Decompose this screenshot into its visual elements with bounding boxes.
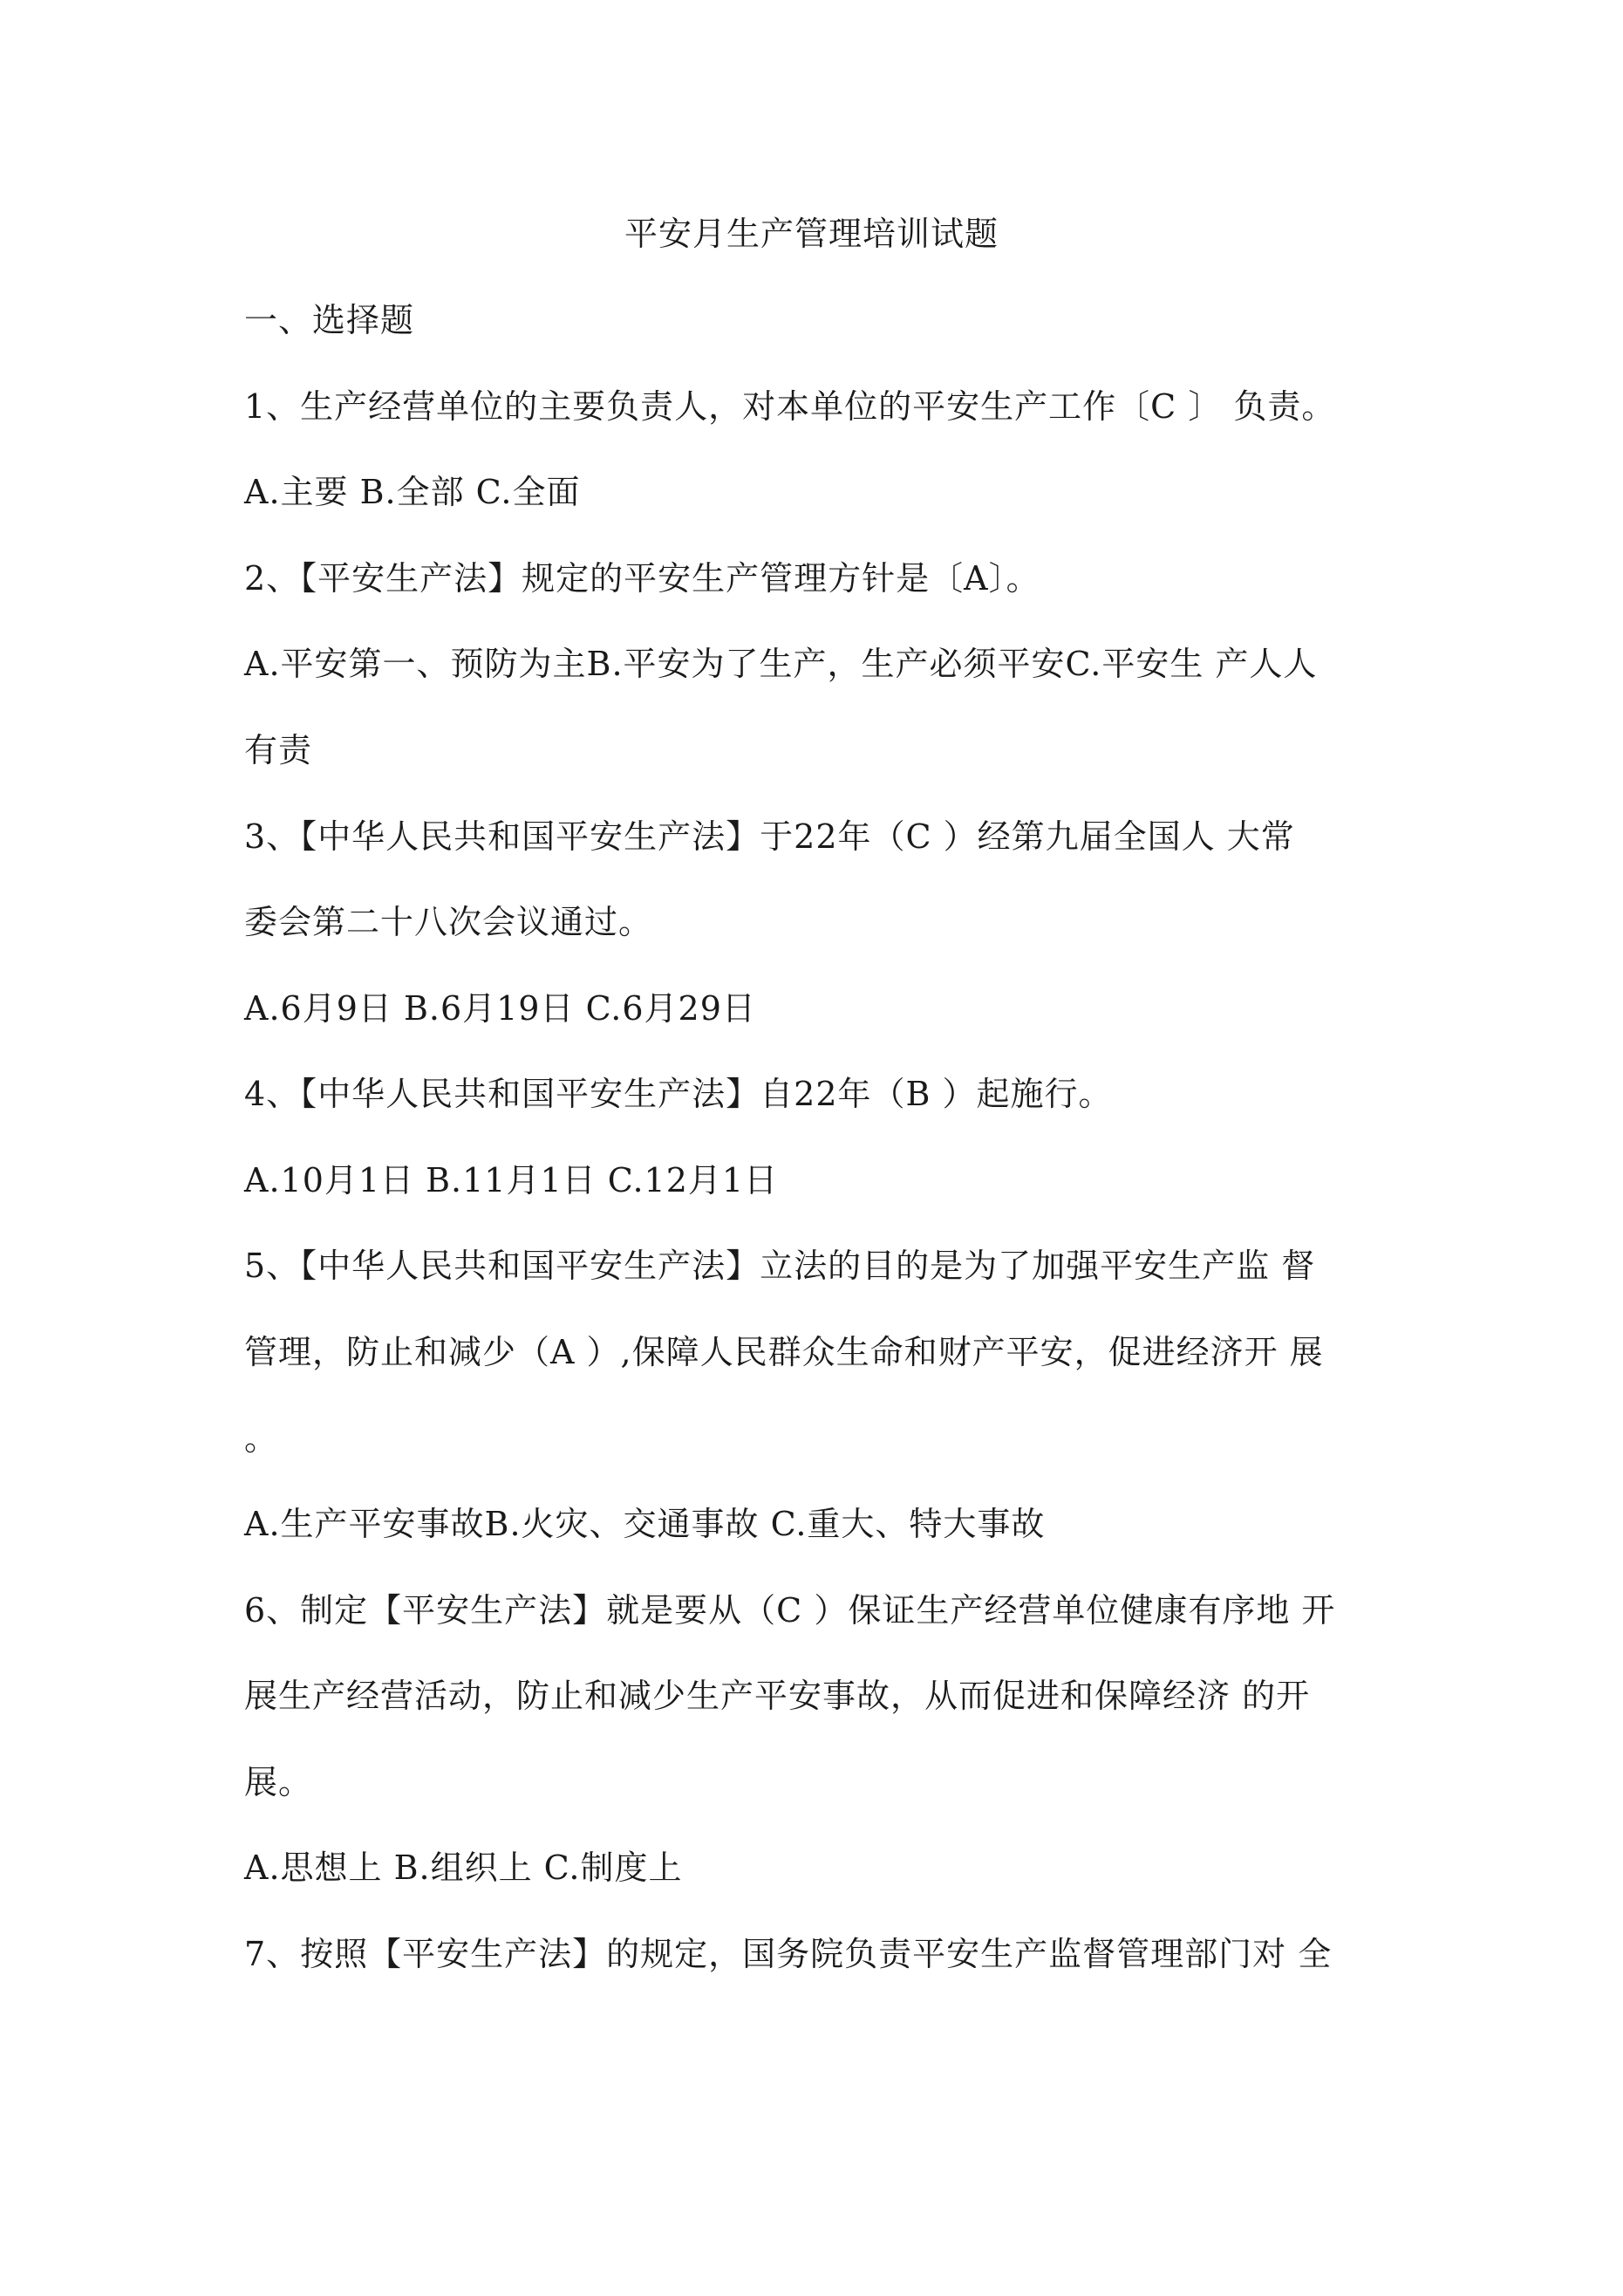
question-2-options: A.平安第一、预防为主B.平安为了生产，生产必须平安C.平安生 产人人 [244,645,1318,683]
question-6-options: A.思想上 B.组织上 C.制度上 [244,1848,683,1887]
question-6-cont-end: 展。 [244,1763,313,1801]
question-4: 4、【中华人民共和国平安生产法】自22年（B ）起施行。 [244,1075,1113,1113]
question-1-options: A.主要 B.全部 C.全面 [244,473,581,511]
question-3: 3、【中华人民共和国平安生产法】于22年（C ）经第九届全国人 大常 [244,817,1295,856]
question-2: 2、【平安生产法】规定的平安生产管理方针是〔A〕。 [244,559,1040,598]
question-2-options-cont: 有责 [244,731,313,769]
question-5-cont: 管理，防止和减少（A ）,保障人民群众生命和财产平安，促进经济开 展 [244,1333,1324,1371]
question-5-cont-end: 。 [244,1419,279,1458]
question-1: 1、生产经营单位的主要负责人，对本单位的平安生产工作〔C 〕 负责。 [244,387,1336,426]
question-6: 6、制定【平安生产法】就是要从（C ）保证生产经营单位健康有序地 开 [244,1591,1336,1630]
question-3-cont: 委会第二十八次会议通过。 [244,903,653,941]
question-6-cont: 展生产经营活动，防止和减少生产平安事故，从而促进和保障经济 的开 [244,1677,1311,1715]
section-heading: 一、选择题 [244,301,415,339]
question-4-options: A.10月1日 B.11月1日 C.12月1日 [244,1161,779,1199]
document-title: 平安月生产管理培训试题 [624,215,999,253]
question-5-options: A.生产平安事故B.火灾、交通事故 C.重大、特大事故 [244,1505,1046,1543]
question-7: 7、按照【平安生产法】的规定，国务院负责平安生产监督管理部门对 全 [244,1935,1333,1973]
question-5: 5、【中华人民共和国平安生产法】立法的目的是为了加强平安生产监 督 [244,1247,1316,1285]
question-3-options: A.6月9日 B.6月19日 C.6月29日 [244,989,756,1028]
